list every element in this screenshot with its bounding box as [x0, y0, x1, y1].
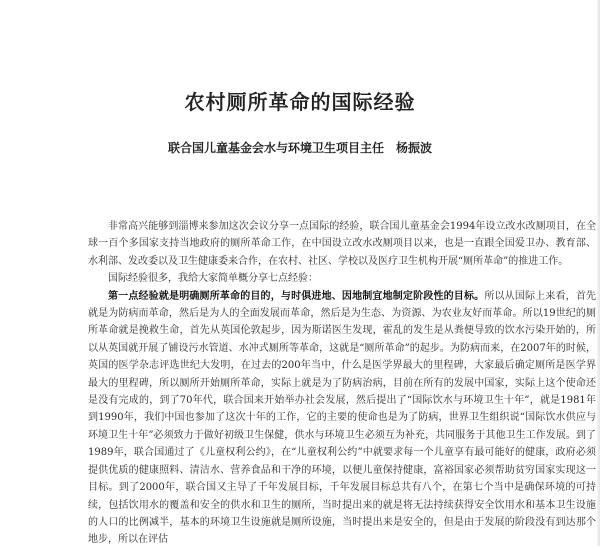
- article-body: [88, 218, 596, 549]
- author-byline: 联合国儿童基金会水与环境卫生项目主任 杨振波: [167, 141, 432, 155]
- paragraph-overview-text: 国际经验很多，我给大家简单概分享七点经验：: [108, 273, 318, 285]
- paragraph-point-one: [88, 288, 596, 549]
- paragraph-intro: [88, 218, 596, 270]
- paragraph-intro-text: 非常高兴能够到淄博来参加这次会议分享一点国际的经验，联合国儿童基金会1994年设立改水改厕项目，在全球一百个多国家支持当地政府的厕所革命工作，在中国设立改水改厕项目以来，也是一直跟全国爱卫办、教育部、水利部、发改委以及卫生健康委来合作，在农村、社区、学校以及医疗卫生机构开展“厕所革命”的推进工作。: [88, 221, 596, 267]
- article-title: 农村厕所革命的国际经验: [184, 90, 416, 114]
- point-one-lead: 第一点经验就是明确厕所革命的目的，与时俱进地、因地制宜地制定阶段性的目标。: [108, 290, 485, 302]
- paragraph-overview: [88, 270, 596, 287]
- point-one-text: 所以从国际上来看，首先就是为防病而革命，然后是为人的全面发展而革命，然后是为生态、为资源、为农业友好而革命。所以19世纪的厕所革命就是挽救生命，首先从英国伦敦起步，因为斯诺医生发现，霍乱的发生是从粪便导致的饮水污染开始的，所以从英国就开展了铺设污水管道、水冲式厕所等革命，这就是“厕所革命”的起步。为防病而来，在2007年的时候，英国的医学杂志评选世纪大发明，在过去的200年当中，什么是医学界最大的里程碑，大家最后确定厕所是医学界最大的里程碑，所以厕所开始厕所革命，实际上就是为了防病治病，目前在所有的发展中国家，实际上这个使命还是没有完成的，到了70年代，联合国来开始举办社会发展，然后提出了“国际饮水与环境卫生十年”，就是1981年到1990年，我们中国也参加了这次十年的工作，它的主要的使命也是为了防病，世界卫生组织说“国际饮水供应与环境卫生十年”必须致力于做好初级卫生保健，供水与环境卫生必须互为补充，共同服务于其他卫生工作发展。到了1989年，联合国通过了《儿童权利公约》，在“儿童权利公约”中就要求每一个儿童享有最可能好的健康，政府必须提供优质的健康照料、清洁水、营养食品和干净的环境，以便儿童保持健康，富裕国家必须帮助贫穷国家实现这一目标。到了2000年，联合国又主导了千年发展目标，千年发展目标总共有八个，在第七个当中是确保环境的可持续，包括饮用水的覆盖和安全的供水和卫生的厕所，当时提出来的就是将无法持续获得安全饮用水和基本卫生设施的人口的比例减半，基本的环境卫生设施就是厕所设施，当时提出来是安全的，但是由于发展的阶段没有到达那个地步，所以在评估: [88, 290, 597, 546]
